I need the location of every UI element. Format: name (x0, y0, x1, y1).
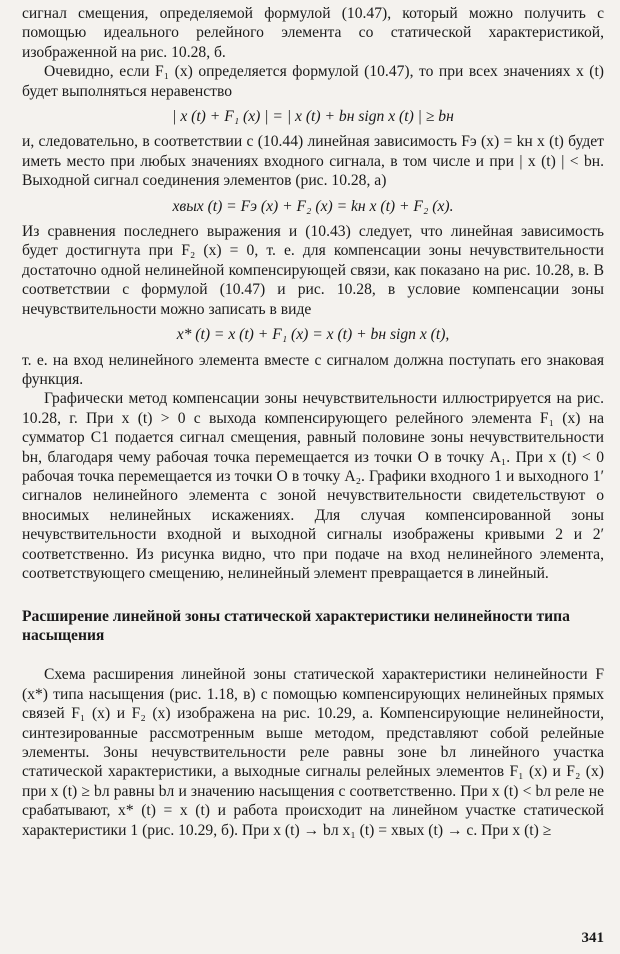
paragraph-2: Очевидно, если F₁ (x) определяется формулой (10.47), то при всех значениях x (t) будет выполняться неравенство (22, 63, 604, 100)
paragraph-1: сигнал смещения, определяемой формулой (10.47), который можно получить с помощью идеального релейного элемента со статической характеристикой, изображенной на рис. 10.28, б. (22, 5, 604, 61)
paragraph-5: т. е. на вход нелинейного элемента вместе с сигналом должна поступать его знаковая функция. (22, 351, 604, 388)
formula-inequality: | x (t) + F₁ (x) | = | x (t) + bн sign x (t) | ≥ bн (172, 108, 454, 126)
paragraph-7: Схема расширения линейной зоны статической характеристики нелинейности F (x*) типа насыщения (рис. 1.18, в) с помощью компенсирующих нелинейных прямых связей F₁ (x) и F₂ (x) изображена на рис. 10.29, а. Компенсирующие нелинейности, синтезированные рассмотренным выше методом, представляют собой релейные элементы. Зоны нечувствительности реле равны зоне bл линейного участка статической характеристики, а выходные сигналы релейных элементов F₁ (x) и F₂ (x) при x (t) ≥ bл равны bл и значению насыщения c соответственно. При x (t) < bл реле не срабатывают, x* (t) = x (t) и работа происходит на линейном участке статической характеристики 1 (рис. 10.29, б). При x (t) → bл x₁ (t) = xвых (t) → c. При x (t) ≥ (22, 666, 604, 839)
formula-compensation: x* (t) = x (t) + F₁ (x) = x (t) + bн sign x (t), (176, 326, 450, 344)
page-text (22, 4, 604, 840)
page-number: 341 (581, 929, 604, 946)
paragraph-6: Графически метод компенсации зоны нечувствительности иллюстрируется на рис. 10.28, г. При x (t) > 0 с выхода компенсирующего релейного элемента F₁ (x) на сумматор C1 подается сигнал смещения, равный половине зоны нечувствительности bн, благодаря чему рабочая точка перемещается из точки O в точку A₁. При x (t) < 0 рабочая точка перемещается из точки O в точку A₂. Графики входного 1 и выходного 1′ сигналов нелинейного элемента с зоной нечувствительности свидетельствуют о вносимых нелинейных искажениях. Для случая компенсированной зоны нечувствительности входной и выходной сигналы изображены кривыми 2 и 2′ соответственно. Из рисунка видно, что при подаче на вход нелинейного элемента, соответствующего смещению, нелинейный элемент превращается в линейный. (22, 390, 604, 582)
paragraph-3: и, следовательно, в соответствии с (10.44) линейная зависимость Fэ (x) = kн x (t) будет иметь место при любых значениях входного сигнала, в том числе и при | x (t) | < bн. Выходной сигнал соединения элементов (рис. 10.28, а) (22, 133, 604, 190)
formula-output-signal: xвых (t) = Fэ (x) + F₂ (x) = kн x (t) + F₂ (x). (172, 197, 454, 215)
section-title: Расширение линейной зоны статической характеристики нелинейности типа насыщения (22, 608, 570, 645)
paragraph-4: Из сравнения последнего выражения и (10.43) следует, что линейная зависимость будет достигнута при F₂ (x) = 0, т. е. для компенсации зоны нечувствительности достаточно одной нелинейной компенсирующей связи, как показано на рис. 10.28, в. В соответствии с формулой (10.47) и рис. 10.28, в условие компенсации зоны нечувствительности можно записать в виде (22, 223, 604, 318)
